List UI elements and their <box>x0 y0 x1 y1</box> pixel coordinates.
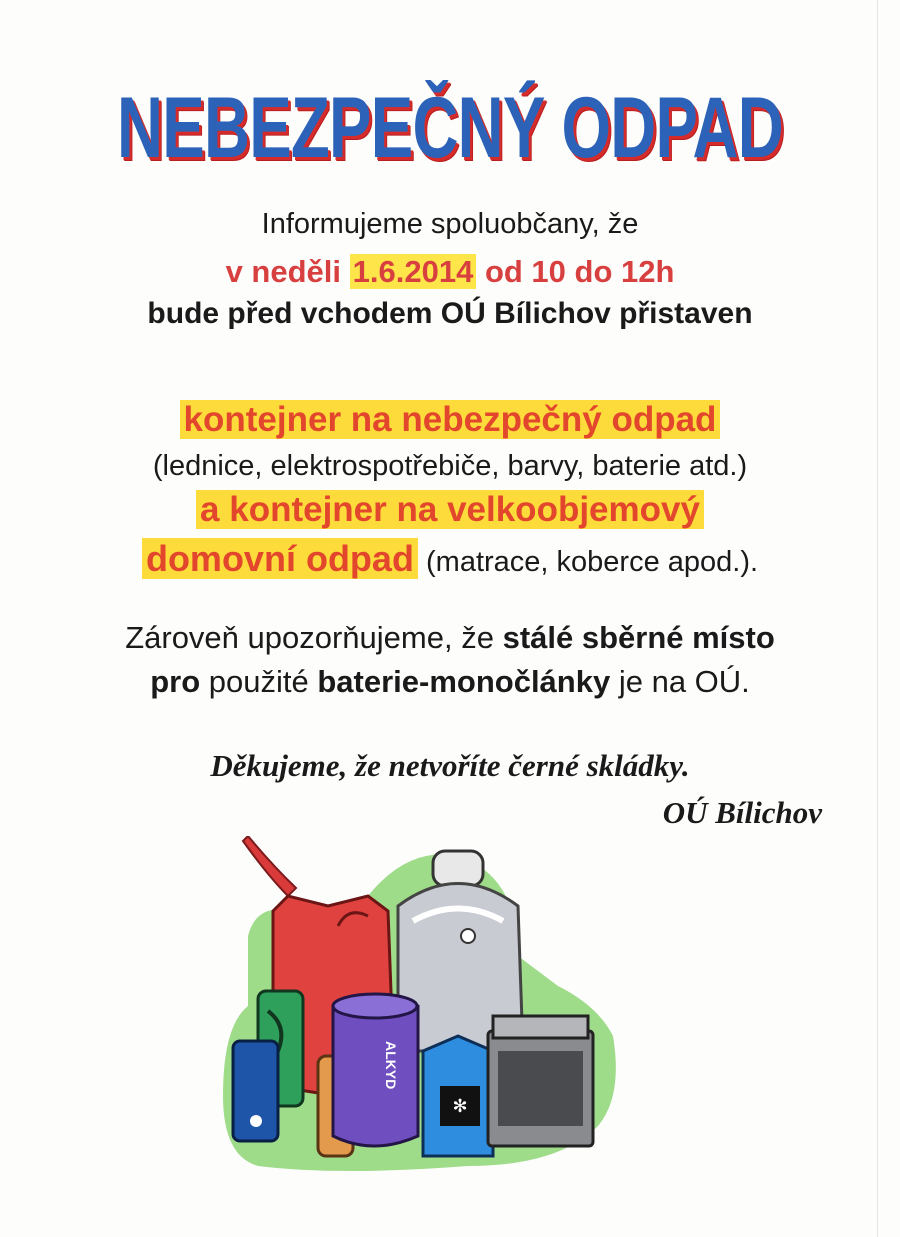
notice-used: použité <box>208 664 309 699</box>
blue-canister <box>423 1036 493 1156</box>
container-hazardous-line <box>0 400 900 440</box>
date-line <box>0 254 900 290</box>
container-bulky-line1 <box>0 490 900 530</box>
dark-blue-can <box>233 1041 278 1141</box>
notice-batteries: baterie-monočlánky <box>317 664 611 699</box>
thanks-text: Děkujeme, že netvoříte černé skládky. <box>210 748 690 783</box>
date-highlight: 1.6.2014 <box>350 254 477 289</box>
container-hazardous-highlight: kontejner na nebezpečný odpad <box>180 400 721 439</box>
container-bulky-line2 <box>0 538 900 580</box>
notice-pro: pro <box>150 664 201 699</box>
intro-text: Informujeme spoluobčany, že <box>261 208 639 240</box>
location-text: bude před vchodem OÚ Bílichov přistaven <box>147 297 753 330</box>
container-bulky-highlight-2: domovní odpad <box>142 538 418 579</box>
car-battery <box>488 1016 593 1146</box>
purple-paint-can <box>333 994 418 1146</box>
container-bulky-examples: (matrace, koberce apod.). <box>426 546 759 578</box>
signature: OÚ Bílichov <box>662 795 822 830</box>
notice-line1 <box>0 620 900 656</box>
container-hazardous-examples: (lednice, elektrospotřebiče, barvy, baterie atd.) <box>152 450 748 482</box>
alkyd-label: ALKYD <box>383 1041 399 1090</box>
notice-location: je na OÚ. <box>618 664 750 699</box>
hazardous-waste-illustration <box>218 836 618 1176</box>
poster-title: NEBEZPEČNÝ ODPAD <box>117 80 783 176</box>
container-bulky-highlight: a kontejner na velkoobjemový <box>196 490 704 529</box>
page-edge-line <box>877 0 878 1237</box>
svg-text:✻: ✻ <box>452 1096 468 1117</box>
notice-line2 <box>0 664 900 700</box>
notice-text: Zároveň upozorňujeme, že <box>125 620 494 655</box>
notice-collection-point: stálé sběrné místo <box>502 620 775 655</box>
time-range: od 10 do 12h <box>484 254 675 289</box>
date-prefix: v neděli <box>225 254 342 289</box>
